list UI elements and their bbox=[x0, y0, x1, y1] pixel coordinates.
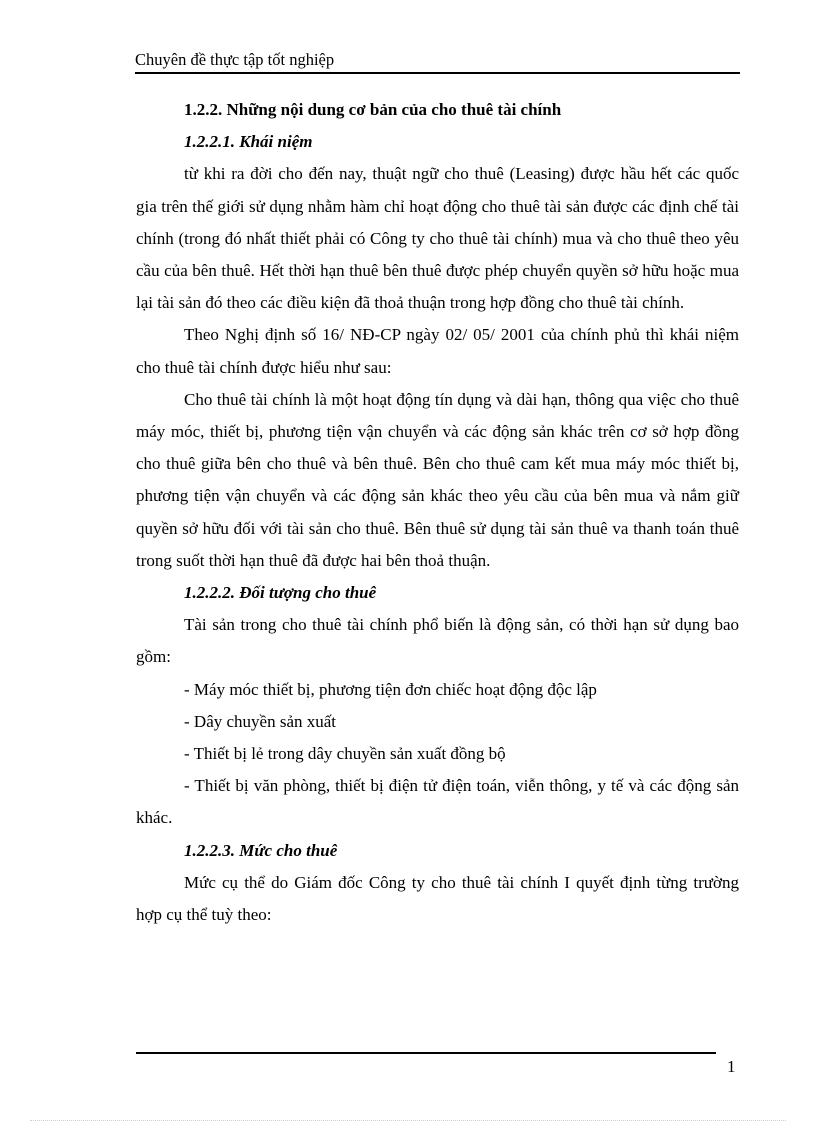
subsection-heading-rate: 1.2.2.3. Mức cho thuê bbox=[184, 840, 338, 860]
page-bottom-border bbox=[30, 1120, 786, 1121]
document-body bbox=[136, 94, 739, 931]
list-item: - Thiết bị văn phòng, thiết bị điện tử điện toán, viễn thông, y tế và các động sản khác. bbox=[136, 776, 739, 828]
section-heading: 1.2.2. Những nội dung cơ bản của cho thuê tài chính bbox=[184, 100, 562, 119]
paragraph-assets: Tài sản trong cho thuê tài chính phổ biến là động sản, có thời hạn sử dụng bao gồm: bbox=[136, 615, 739, 667]
list-item: - Máy móc thiết bị, phương tiện đơn chiếc hoạt động độc lập bbox=[184, 679, 597, 699]
paragraph-financial-leasing: Cho thuê tài chính là một hoạt động tín dụng và dài hạn, thông qua việc cho thuê máy móc, thiết bị, phương tiện vận chuyển và các động sản khác trên cơ sở hợp đồng cho thuê giữa bên cho thuê và bên thuê. Bên cho thuê cam kết mua máy móc thiết bị, phương tiện vận chuyển và các động sản khác theo yêu cầu của bên mua và nắm giữ quyền sở hữu đối với tài sản cho thuê. Bên thuê sử dụng tài sản thuê va thanh toán thuê trong suốt thời hạn thuê đã được hai bên thoả thuận. bbox=[136, 389, 739, 570]
paragraph-decree: Theo Nghị định số 16/ NĐ-CP ngày 02/ 05/ 2001 của chính phủ thì khái niệm cho thuê tài chính được hiểu như sau: bbox=[136, 325, 739, 377]
header-title: Chuyên đề thực tập tốt nghiệp bbox=[135, 50, 335, 69]
list-item: - Thiết bị lẻ trong dây chuyền sản xuất đồng bộ bbox=[184, 744, 506, 764]
page-header bbox=[135, 48, 740, 74]
paragraph-definition: từ khi ra đời cho đến nay, thuật ngữ cho thuê (Leasing) được hầu hết các quốc gia trên thế giới sử dụng nhằm hàm chỉ hoạt động cho thuê tài sản được các định chế tài chính (trong đó nhất thiết phải có Công ty cho thuê tài chính) mua và cho thuê theo yêu cầu của bên thuê. Hết thời hạn thuê bên thuê được phép chuyển quyền sở hữu hoặc mua lại tài sản đó theo các điều kiện đã thoả thuận trong hợp đồng cho thuê tài chính. bbox=[136, 164, 739, 313]
list-item: - Dây chuyền sản xuất bbox=[184, 711, 337, 731]
footer-divider bbox=[136, 1052, 716, 1054]
subsection-heading-objects: 1.2.2.2. Đối tượng cho thuê bbox=[184, 583, 377, 603]
subsection-heading-concept: 1.2.2.1. Khái niệm bbox=[184, 132, 313, 152]
paragraph-rate: Mức cụ thể do Giám đốc Công ty cho thuê tài chính I quyết định từng trường hợp cụ thể tuỳ theo: bbox=[136, 872, 739, 925]
page-number: 1 bbox=[727, 1057, 736, 1076]
